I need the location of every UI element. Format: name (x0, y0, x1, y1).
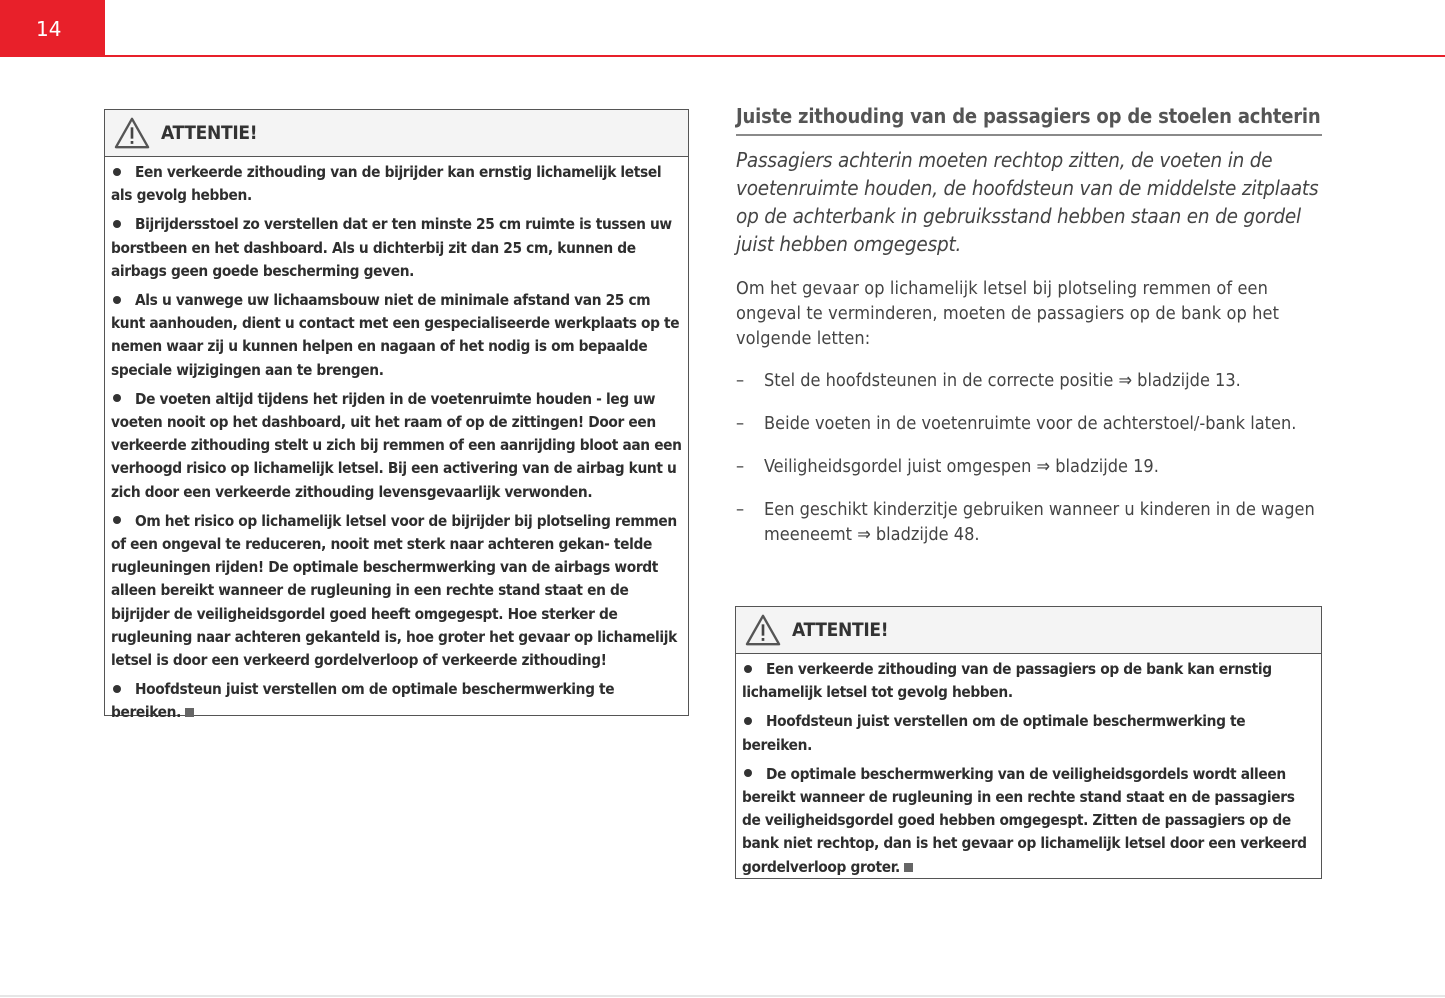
warning-item: De voeten altijd tijdens het rijden in de voetenruimte houden - leg uw voeten nooit op het dashboard, uit het raam of op de zittingen! Door een verkeerde zithouding stelt u zich bij remmen of een aanrijding bloot aan een verhoogd risico op lichamelijk letsel. Bij een activering van de airbag kunt u zich door een verkeerde zithouding levensgevaarlijk verwonden. (111, 389, 682, 501)
page-header (0, 0, 1445, 58)
warning-triangle-icon (744, 613, 782, 647)
bullet-icon (113, 516, 121, 524)
bullet-icon (113, 220, 121, 228)
header-rule (105, 55, 1445, 57)
warning-item: Een verkeerde zithouding van de passagiers op de bank kan ernstig lichamelijk letsel tot gevolg hebben. (742, 660, 1272, 702)
section-title: Juiste zithouding van de passagiers op de stoelen achterin (736, 104, 1322, 136)
end-mark-icon (904, 863, 913, 872)
list-item: – Stel de hoofdsteunen in de correcte positie ⇒ bladzijde 13. (736, 370, 1241, 391)
end-mark-icon (185, 708, 194, 717)
warning-item: Om het risico op lichamelijk letsel voor de bijrijder bij plotseling remmen of een ongeval te reduceren, nooit met sterk naar achteren gekan- telde rugleuningen rijden! De optimale beschermwerking van de airbags wordt alleen bereikt wanneer de rugleuning in een rechte stand staat en de bijrijder de veiligheidsgordel goed heeft omgegespt. Hoe sterker de rugleuning naar achteren gekanteld is, hoe groter het gevaar op lichamelijk letsel is door een verkeerd gordelverloop of verkeerde zithouding! (111, 511, 677, 670)
bullet-icon (113, 394, 121, 402)
warning-item: De optimale beschermwerking van de veiligheidsgordels wordt alleen bereikt wanneer de rugleuning in een rechte stand staat en de passagiers de veiligheidsgordel goed hebben omgegespt. Zitten de passagiers op de bank niet rechtop, dan is het gevaar op lichamelijk letsel door een verkeerd gordelverloop groter. (742, 764, 1307, 876)
bullet-icon (113, 168, 121, 176)
warning-item: Als u vanwege uw lichaamsbouw niet de minimale afstand van 25 cm kunt aanhouden, dient u contact met een gespecialiseerde werkplaats op te nemen waar zij u kunnen helpen en nagaan of het nodig is om bepaalde speciale wijzigingen aan te brengen. (111, 291, 680, 379)
dash-marker: – (736, 499, 745, 520)
warning-item: Bijrijdersstoel zo verstellen dat er ten minste 25 cm ruimte is tussen uw borstbeen en het dashboard. Als u dichterbij zit dan 25 cm, kunnen de airbags geen goede bescherming geven. (111, 215, 672, 280)
warning-body (736, 654, 1321, 889)
dash-marker: – (736, 456, 745, 477)
page-reference-link[interactable]: ⇒ bladzijde 13. (1118, 370, 1241, 391)
bullet-icon (744, 717, 752, 725)
warning-header (736, 607, 1321, 654)
warning-box-front-passenger (104, 109, 689, 722)
dash-marker: – (736, 413, 745, 434)
instruction-list (736, 368, 1326, 565)
list-item: – Beide voeten in de voetenruimte voor de achterstoel/-bank laten. (736, 413, 1297, 434)
warning-box-rear-passengers (735, 606, 1322, 879)
warning-header (105, 110, 688, 157)
bullet-icon (113, 685, 121, 693)
warning-item: Een verkeerde zithouding van de bijrijder kan ernstig lichamelijk letsel als gevolg hebben. (111, 163, 662, 205)
section-intro: Passagiers achterin moeten rechtop zitten, de voeten in de voetenruimte houden, de hoofdsteun van de middelste zitplaats op de achterbank in gebruiksstand hebben staan en de gordel juist hebben omgegespt. (736, 148, 1319, 256)
warning-triangle-icon (113, 116, 151, 150)
page-reference-link[interactable]: ⇒ bladzijde 48. (857, 524, 980, 545)
dash-marker: – (736, 370, 745, 391)
list-item: – Een geschikt kinderzitje gebruiken wanneer u kinderen in de wagen meeneemt ⇒ bladzijde 48. (736, 499, 1315, 545)
bullet-icon (113, 296, 121, 304)
warning-item: Hoofdsteun juist verstellen om de optimale beschermwerking te bereiken. (742, 712, 1246, 754)
warning-title: ATTENTIE! (792, 619, 889, 641)
section-paragraph: Om het gevaar op lichamelijk letsel bij plotseling remmen of een ongeval te verminderen, moeten de passagiers op de bank op het volgende letten: (736, 278, 1280, 349)
list-item: – Veiligheidsgordel juist omgespen ⇒ bladzijde 19. (736, 456, 1159, 477)
bullet-icon (744, 769, 752, 777)
bullet-icon (744, 665, 752, 673)
page-reference-link[interactable]: ⇒ bladzijde 19. (1036, 456, 1159, 477)
page-number: 14 (0, 0, 105, 57)
warning-title: ATTENTIE! (161, 122, 258, 144)
page-bottom-edge (0, 995, 1445, 997)
warning-item: Hoofdsteun juist verstellen om de optimale beschermwerking te bereiken. (111, 680, 615, 722)
warning-body (105, 157, 688, 735)
